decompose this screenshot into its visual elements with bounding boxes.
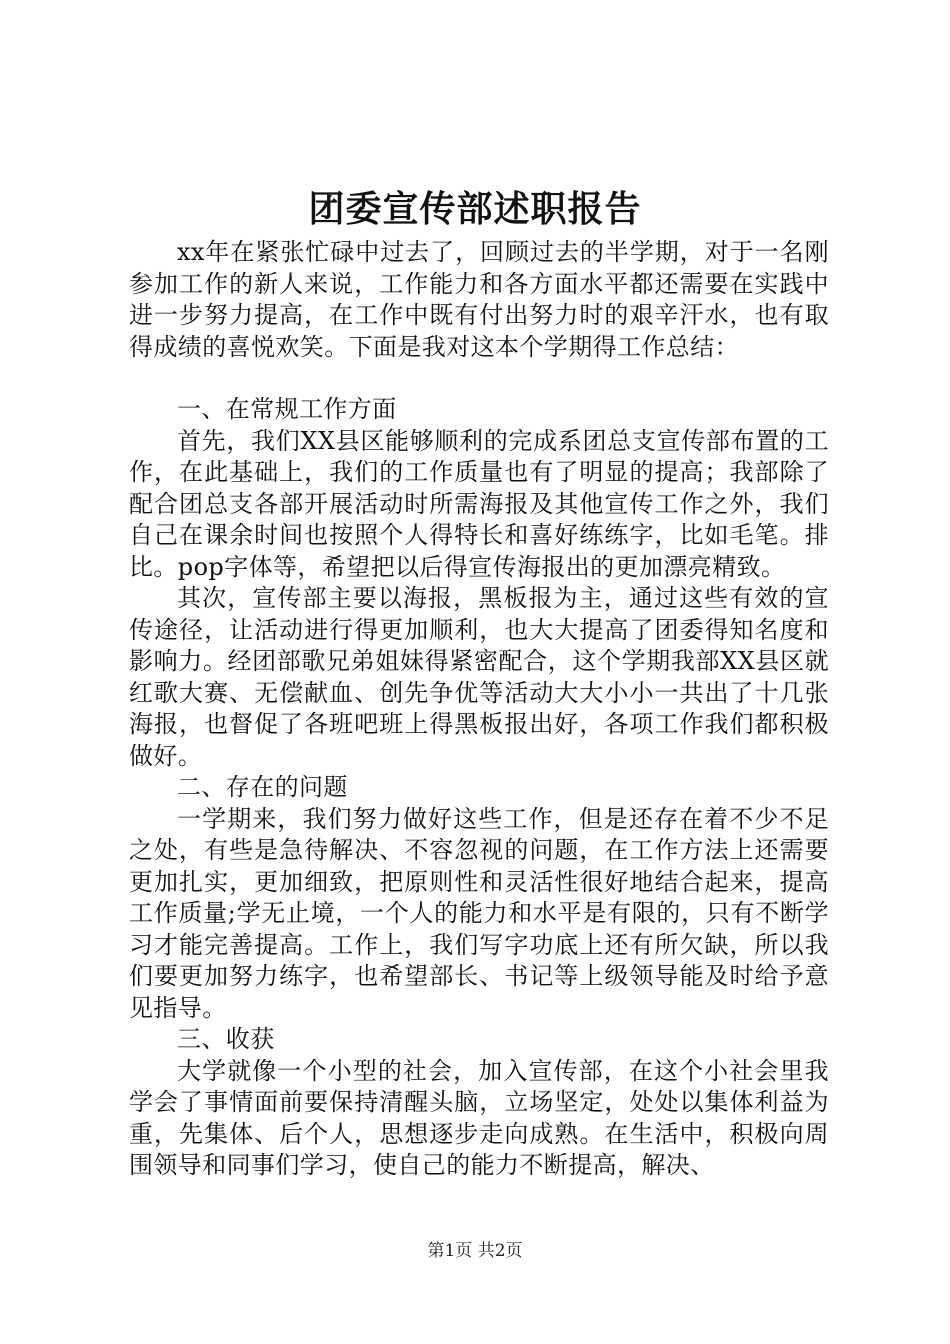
document-title: 团委宣传部述职报告	[308, 188, 642, 230]
page-number-footer: 第1页 共2页	[427, 1241, 523, 1261]
section-heading-gains: 三、收获	[177, 1025, 275, 1053]
paragraph-second: 其次，宣传部主要以海报，黑板报为主，通过这些有效的宣传途径，让活动进行得更加顺利，也大大提高了团委得知名度和影响力。经团部歌兄弟姐妹得紧密配合，这个学期我部XX县区就红歌大赛、无偿献血、创先争优等活动大大小小一共出了十几张海报，也督促了各班吧班上得黑板报出好，各项工作我们都积极做好。	[129, 584, 829, 770]
intro-paragraph: xx年在紧张忙碌中过去了，回顾过去的半学期，对于一名刚参加工作的新人来说，工作能力和各方面水平都还需要在实践中进一步努力提高，在工作中既有付出努力时的艰辛汗水，也有取得成绩的喜悦欢笑。下面是我对这本个学期得工作总结：	[129, 238, 829, 361]
paragraph-gains: 大学就像一个小型的社会，加入宣传部，在这个小社会里我学会了事情面前要保持清醒头脑，立场坚定，处处以集体利益为重，先集体、后个人，思想逐步走向成熟。在生活中，积极向周围领导和同事们学习，使自己的能力不断提高，解决、	[129, 1056, 829, 1179]
document-body	[129, 237, 829, 1182]
paragraph-problems: 一学期来，我们努力做好这些工作，但是还存在着不少不足之处，有些是急待解决、不容忽视的问题，在工作方法上还需要更加扎实，更加细致，把原则性和灵活性很好地结合起来，提高工作质量;学无止境，一个人的能力和水平是有限的，只有不断学习才能完善提高。工作上，我们写字功底上还有所欠缺，所以我们要更加努力练字，也希望部长、书记等上级领导能及时给予意见指导。	[129, 804, 829, 1022]
section-heading-routine-work: 一、在常规工作方面	[177, 395, 397, 423]
paragraph-first: 首先，我们XX县区能够顺利的完成系团总支宣传部布置的工作，在此基础上，我们的工作质量也有了明显的提高；我部除了配合团总支各部开展活动时所需海报及其他宣传工作之外，我们自己在课余时间也按照个人得特长和喜好练练字，比如毛笔。排比。pop字体等，希望把以后得宣传海报出的更加漂亮精致。	[129, 426, 829, 581]
section-heading-problems: 二、存在的问题	[177, 773, 348, 801]
